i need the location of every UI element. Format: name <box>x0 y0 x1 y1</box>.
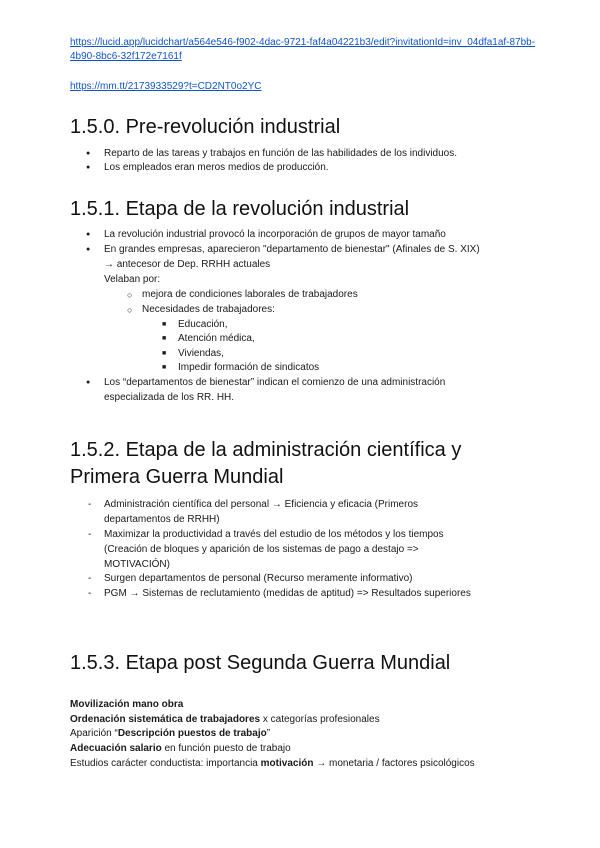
text-span: en función puesto de trabajo <box>161 743 291 754</box>
bold-text: motivación <box>260 758 314 769</box>
needs-item: ■ Educación, <box>178 318 227 333</box>
paragraph-line <box>70 757 475 772</box>
heading-1-5-0: 1.5.0. Pre-revolución industrial <box>70 116 341 138</box>
heading-1-5-1: 1.5.1. Etapa de la revolución industrial <box>70 198 410 220</box>
list-item: ● En grandes empresas, aparecieron "departamento de bienestar" (Afinales de S. XIX) <box>104 243 480 258</box>
heading-1-5-3: 1.5.3. Etapa post Segunda Guerra Mundial <box>70 652 451 674</box>
heading-1-5-2-line-1: 1.5.2. Etapa de la administración científica y <box>70 439 462 461</box>
paragraph-line <box>70 742 291 757</box>
text-span: Estudios carácter conductista: importancia <box>70 758 261 769</box>
dash-item-continuation: departamentos de RRHH) <box>104 514 220 525</box>
sublist-item: ○ Necesidades de trabajadores: <box>142 303 275 318</box>
heading-1-5-2-line-2: Primera Guerra Mundial <box>70 466 284 488</box>
paragraph-line <box>70 698 183 713</box>
mindmap-link[interactable]: https://mm.tt/2173933529?t=CD2NT0o2YC <box>70 81 262 92</box>
dash-item-continuation: (Creación de bloques y aparición de los sistemas de pago a destajo => <box>104 544 419 555</box>
dash-item: - Administración científica del personal → Eficiencia y eficacia (Primeros <box>104 498 418 513</box>
text-span: ” <box>266 728 271 739</box>
text-span: → monetaria / factores psicológicos <box>313 758 475 769</box>
list-item: ● Reparto de las tareas y trabajos en función de las habilidades de los individuos. <box>104 147 457 162</box>
paragraph-line <box>70 727 270 742</box>
bold-text: Adecuación salario <box>70 743 162 754</box>
list-item: ● Los “departamentos de bienestar” indican el comienzo de una administración <box>104 376 445 391</box>
list-item-continuation: → antecesor de Dep. RRHH actuales <box>104 259 271 270</box>
paragraph-line <box>70 713 380 728</box>
list-item-continuation: especializada de los RR. HH. <box>104 392 235 403</box>
list-item: ● Los empleados eran meros medios de producción. <box>104 161 329 176</box>
needs-item: ■ Viviendas, <box>178 347 224 362</box>
bold-text: Ordenación sistemática de trabajadores <box>70 714 261 725</box>
needs-item: ■ Impedir formación de sindicatos <box>178 361 319 376</box>
text-span: x categorías profesionales <box>260 714 380 725</box>
needs-item: ■ Atención médica, <box>178 332 255 347</box>
lucidchart-link[interactable]: https://lucid.app/lucidchart/a564e546-f902-4dac-9721-faf4a04221b3/edit?invitationId=inv_04dfa1af-87bb-4b90-8bc6-32f172e7161f <box>70 37 536 62</box>
dash-item: - PGM → Sistemas de reclutamiento (medidas de aptitud) => Resultados superiores <box>104 587 471 602</box>
text-span: Aparición “ <box>70 728 118 739</box>
dash-item: - Surgen departamentos de personal (Recurso meramente informativo) <box>104 572 413 587</box>
dash-item: - Maximizar la productividad a través del estudio de los métodos y los tiempos <box>104 528 444 543</box>
velaban-label: Velaban por: <box>104 274 161 285</box>
dash-item-continuation: MOTIVACIÓN) <box>104 559 170 570</box>
list-item: ● La revolución industrial provocó la incorporación de grupos de mayor tamaño <box>104 228 446 243</box>
bold-text: Movilización mano obra <box>70 699 184 710</box>
sublist-item: ○ mejora de condiciones laborales de trabajadores <box>142 288 358 303</box>
bold-text: Descripción puestos de trabajo <box>117 728 267 739</box>
